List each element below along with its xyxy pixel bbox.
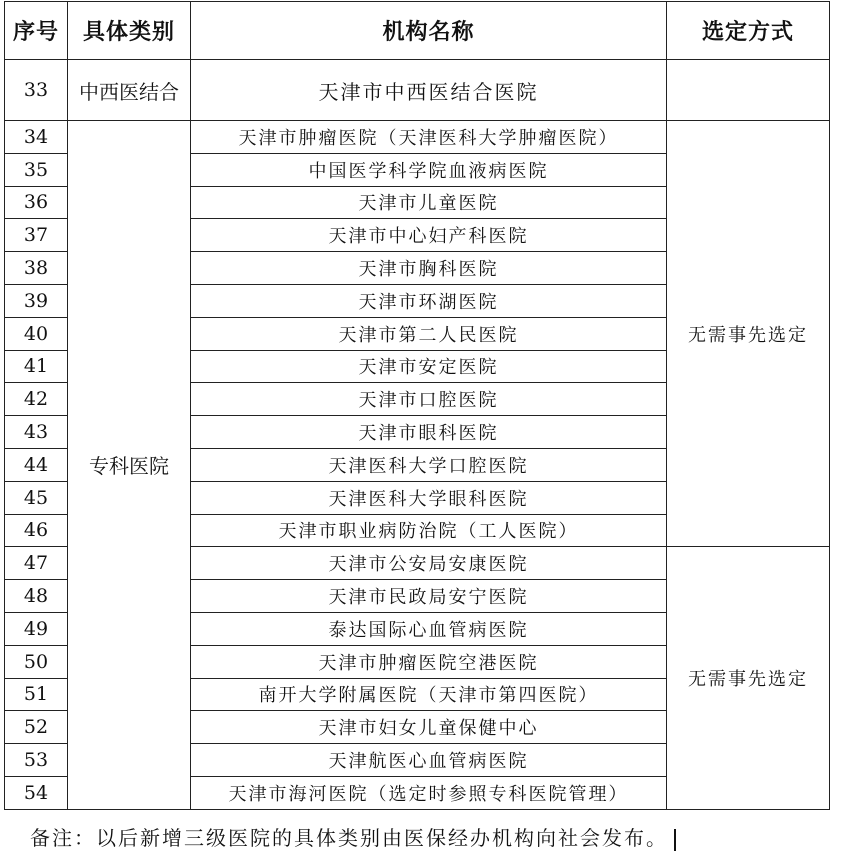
row-index: 36 bbox=[5, 186, 68, 219]
row-name: 天津市口腔医院 bbox=[191, 383, 667, 416]
row-name: 天津市安定医院 bbox=[191, 350, 667, 383]
row-index: 34 bbox=[5, 121, 68, 154]
row-name: 天津市中西医结合医院 bbox=[191, 60, 667, 121]
row-name: 中国医学科学院血液病医院 bbox=[191, 153, 667, 186]
header-name: 机构名称 bbox=[191, 2, 667, 60]
footnote bbox=[30, 822, 676, 851]
row-name: 天津市胸科医院 bbox=[191, 252, 667, 285]
row-name: 天津医科大学口腔医院 bbox=[191, 448, 667, 481]
footnote-text: 备注：以后新增三级医院的具体类别由医保经办机构向社会发布。 bbox=[30, 826, 668, 850]
row-name: 天津市儿童医院 bbox=[191, 186, 667, 219]
method-top: 无需事先选定 bbox=[667, 121, 830, 547]
row-name: 天津市民政局安宁医院 bbox=[191, 580, 667, 613]
row-name: 天津市中心妇产科医院 bbox=[191, 219, 667, 252]
table-row bbox=[5, 121, 830, 154]
table-row bbox=[5, 60, 830, 121]
row-index: 33 bbox=[5, 60, 68, 121]
row-index: 46 bbox=[5, 514, 68, 547]
header-method: 选定方式 bbox=[667, 2, 830, 60]
row-index: 44 bbox=[5, 448, 68, 481]
row-index: 38 bbox=[5, 252, 68, 285]
hospital-table bbox=[4, 1, 830, 810]
row-index: 37 bbox=[5, 219, 68, 252]
row-name: 天津市妇女儿童保健中心 bbox=[191, 711, 667, 744]
row-name: 天津市第二人民医院 bbox=[191, 317, 667, 350]
row-index: 39 bbox=[5, 284, 68, 317]
row-category: 中西医结合 bbox=[68, 60, 191, 121]
row-name: 天津市公安局安康医院 bbox=[191, 547, 667, 580]
row-index: 42 bbox=[5, 383, 68, 416]
header-index: 序号 bbox=[5, 2, 68, 60]
row-name: 南开大学附属医院（天津市第四医院） bbox=[191, 678, 667, 711]
row-name: 天津市肿瘤医院（天津医科大学肿瘤医院） bbox=[191, 121, 667, 154]
row-index: 43 bbox=[5, 416, 68, 449]
row-index: 54 bbox=[5, 776, 68, 809]
header-category: 具体类别 bbox=[68, 2, 191, 60]
row-name: 天津市眼科医院 bbox=[191, 416, 667, 449]
row-index: 48 bbox=[5, 580, 68, 613]
row-index: 45 bbox=[5, 481, 68, 514]
text-cursor bbox=[674, 829, 676, 851]
row-index: 53 bbox=[5, 744, 68, 777]
row-index: 52 bbox=[5, 711, 68, 744]
row-index: 47 bbox=[5, 547, 68, 580]
row-index: 49 bbox=[5, 612, 68, 645]
row-name: 天津航医心血管病医院 bbox=[191, 744, 667, 777]
row-index: 50 bbox=[5, 645, 68, 678]
method-bottom: 无需事先选定 bbox=[667, 547, 830, 809]
row-index: 35 bbox=[5, 153, 68, 186]
header-row bbox=[5, 2, 830, 60]
row-index: 40 bbox=[5, 317, 68, 350]
row-name: 天津医科大学眼科医院 bbox=[191, 481, 667, 514]
row-name: 泰达国际心血管病医院 bbox=[191, 612, 667, 645]
row-name: 天津市海河医院（选定时参照专科医院管理） bbox=[191, 776, 667, 809]
category-specialty: 专科医院 bbox=[68, 121, 191, 810]
row-name: 天津市职业病防治院（工人医院） bbox=[191, 514, 667, 547]
row-index: 41 bbox=[5, 350, 68, 383]
row-index: 51 bbox=[5, 678, 68, 711]
row-name: 天津市环湖医院 bbox=[191, 284, 667, 317]
row-method bbox=[667, 60, 830, 121]
row-name: 天津市肿瘤医院空港医院 bbox=[191, 645, 667, 678]
